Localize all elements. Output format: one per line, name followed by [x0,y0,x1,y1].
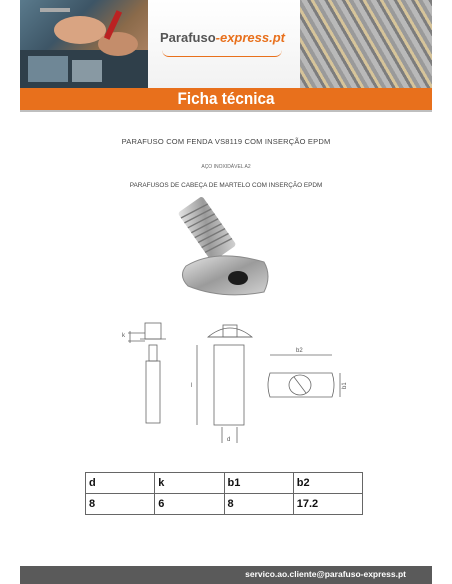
product-description: PARAFUSOS DE CABEÇA DE MARTELO COM INSERÇÃO EPDM [129,182,323,189]
dimension-label-l: l [191,383,193,389]
dimension-label-b2: b2 [296,348,303,354]
table-header-cell: b2 [293,473,362,494]
product-name: PARAFUSO COM FENDA VS8119 COM INSERÇÃO EPDM [121,137,331,146]
table-cell: 17.2 [293,494,362,515]
table-row [86,494,363,515]
table-header-cell: d [86,473,155,494]
product-material: AÇO INOXIDÁVEL A2 [201,164,251,170]
technical-drawings [100,315,350,445]
dimensions-table [85,472,363,515]
table-cell: 8 [86,494,155,515]
screws-photo [300,0,432,88]
contact-email[interactable]: servico.ao.cliente@parafuso-express.pt [245,569,406,579]
screw-photo [168,196,280,306]
logo-swoosh [162,50,282,57]
title-banner [20,88,432,110]
footer-bar [20,566,432,584]
header-banner [20,0,432,88]
table-cell: 6 [155,494,224,515]
divider [20,110,432,112]
tools-photo-illustration [20,0,148,88]
table-header-cell: b1 [224,473,293,494]
banner-title: Ficha técnica [177,89,275,108]
table-header-cell: k [155,473,224,494]
logo-area [148,0,300,88]
table-header-row [86,473,363,494]
table-cell: 8 [224,494,293,515]
company-logo: Parafuso-express.pt [160,30,286,45]
dimension-label-d: d [227,437,231,443]
tools-photo [20,0,148,88]
dimension-label-k: k [122,333,125,339]
dimension-label-b1: b1 [342,382,348,389]
